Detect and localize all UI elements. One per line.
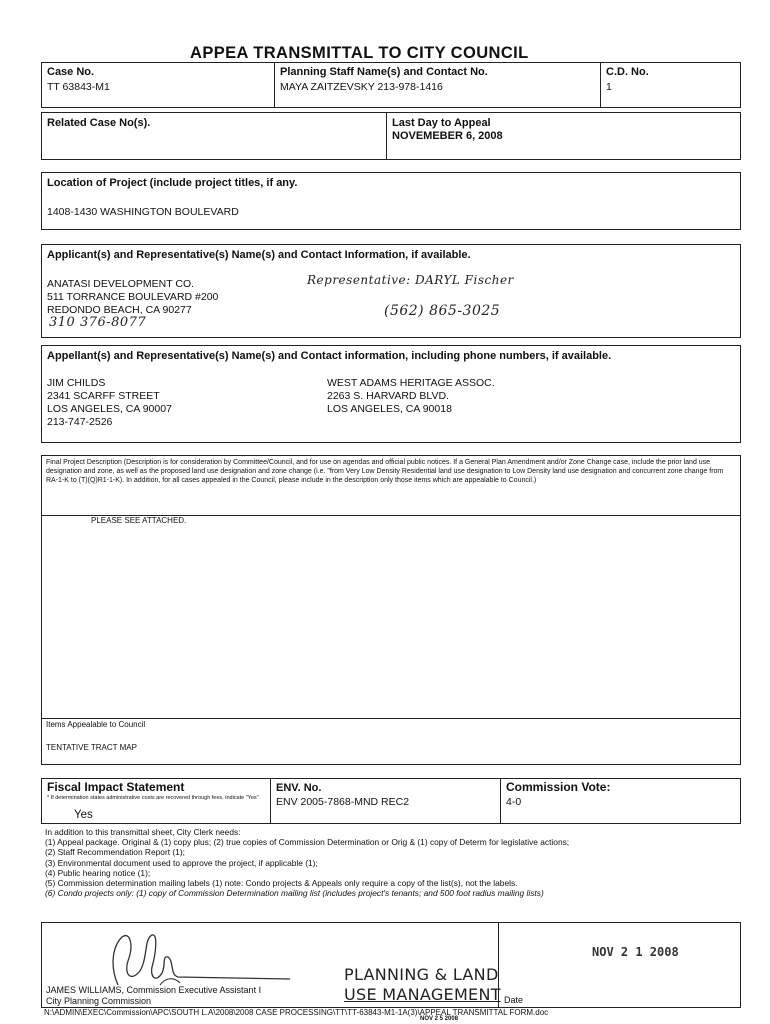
description-instructions: Final Project Description (Description is for consideration by Committee/Council, and for use on agendas and official public notices. If a General Plan Amendment and/or Zone Change case, include the prior land use designation and zone, as well as the proposed land use designation and zone change (i.e. "from Very Low Density Residential land use designation to Low Density land use designation and concurrent zone change from RA-1-K to (T)(Q)R1-1-K). In addition, for all cases appealed in the Council, please include in the description only those items which are appealable to Council.) [46,459,724,484]
staff-value: MAYA ZAITZEVSKY 213-978-1416 [280,81,443,93]
last-day-appeal-value: NOVEMEBER 6, 2008 [392,130,503,142]
handwritten-signature [100,927,300,989]
applicant-line-1: ANATASI DEVELOPMENT CO. [47,278,195,290]
clerk-needs-intro: In addition to this transmittal sheet, City Clerk needs: [45,827,241,837]
appellant-right-2: 2263 S. HARVARD BLVD. [327,390,449,402]
signature-section [41,922,741,1008]
appellant-section [41,345,741,443]
list-item: (2) Staff Recommendation Report (1); [45,847,185,858]
list-item: (6) Condo projects only: (1) copy of Commission Determination mailing list (includes project's tenants; and 500 foot radius mailing lists) [45,888,544,899]
appellant-label: Appellant(s) and Representative(s) Name(s) and Contact information, including phone numbers, if available. [47,350,612,362]
appellant-right-1: WEST ADAMS HERITAGE ASSOC. [327,377,495,389]
appellant-left-1: JIM CHILDS [47,377,106,389]
fiscal-label: Fiscal Impact Statement [47,780,185,794]
page-title: APPEA TRANSMITTAL TO CITY COUNCIL [190,44,529,62]
case-no-value: TT 63843-M1 [47,81,110,93]
footer-stamp: NOV 2 5 2008 [420,1016,459,1022]
related-case-row [41,112,741,160]
list-item: (3) Environmental document used to approve the project, if applicable (1); [45,857,318,868]
list-item: (4) Public hearing notice (1); [45,867,151,878]
applicant-section [41,244,741,338]
case-info-row [41,62,741,108]
list-item: (5) Commission determination mailing labels (1) note: Condo projects & Appeals only require a copy of the list(s), not the labels. [45,878,518,889]
appealable-label: Items Appealable to Council [46,720,146,729]
received-stamp-line-2: USE MANAGEMENT [344,985,501,1004]
applicant-line-2: 511 TORRANCE BOULEVARD #200 [47,291,219,303]
env-no-label: ENV. No. [276,782,322,794]
description-section [41,455,741,765]
commission-vote-value: 4-0 [506,796,522,808]
applicant-line-3: REDONDO BEACH, CA 90277 [47,304,192,316]
signer-name: JAMES WILLIAMS, Commission Executive Assistant I [46,985,262,995]
date-stamp: NOV 2 1 2008 [592,945,679,959]
fiscal-row [41,778,741,824]
fiscal-value: Yes [74,809,93,821]
location-value: 1408-1430 WASHINGTON BOULEVARD [47,206,239,218]
staff-label: Planning Staff Name(s) and Contact No. [280,66,488,78]
location-section [41,172,741,230]
representative-handwritten: Representative: DARYL Fischer [307,273,514,287]
fiscal-note: * If determination states administrative costs are recovered through fees, indicate "Yes" [47,795,259,801]
commission-vote-label: Commission Vote: [506,780,611,794]
appellant-left-2: 2341 SCARFF STREET [47,390,160,402]
appellant-left-4: 213-747-2526 [47,416,113,428]
appellant-right-3: LOS ANGELES, CA 90018 [327,403,452,415]
received-stamp-line-1: PLANNING & LAND [344,965,499,984]
clerk-needs-list [45,827,745,898]
file-path-footer: N:\ADMIN\EXEC\Commission\APC\SOUTH L.A\2008\2008 CASE PROCESSING\TT\TT-63843-M1-1A(3)\APPEAL TRANSMITTAL FORM.doc [44,1008,549,1017]
applicant-label: Applicant(s) and Representative(s) Name(s) and Contact Information, if available. [47,249,471,261]
env-no-value: ENV 2005-7868-MND REC2 [276,796,410,808]
description-value: PLEASE SEE ATTACHED. [91,516,187,525]
case-no-label: Case No. [47,66,95,78]
list-item: (1) Appeal package. Original & (1) copy plus; (2) true copies of Commission Determination or Orig & (1) copy of Determ for legislative actions; [45,837,570,848]
date-label: Date [504,995,524,1005]
appellant-left-3: LOS ANGELES, CA 90007 [47,403,172,415]
cd-no-value: 1 [606,81,612,93]
related-case-label: Related Case No(s). [47,117,151,129]
applicant-handwritten-phone: 310 376-8077 [49,315,147,330]
appealable-value: TENTATIVE TRACT MAP [46,743,137,752]
location-label: Location of Project (include project titles, if any. [47,177,298,189]
signer-org: City Planning Commission [46,996,152,1006]
cd-no-label: C.D. No. [606,66,649,78]
last-day-appeal-label: Last Day to Appeal [392,117,491,129]
representative-handwritten-phone: (562) 865-3025 [384,303,501,319]
